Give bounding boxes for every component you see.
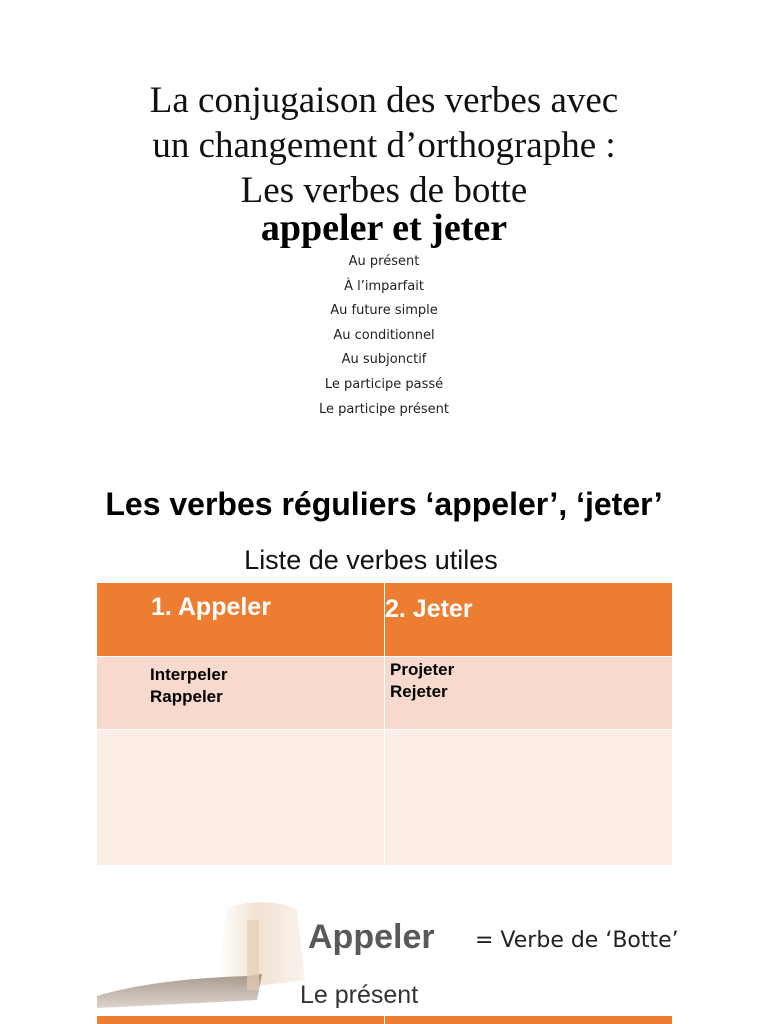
title-line-2: un changement d’orthographe : bbox=[152, 125, 616, 166]
slide-title bbox=[0, 78, 768, 213]
table-cell-empty bbox=[385, 730, 672, 865]
tense-item: Au future simple bbox=[330, 303, 438, 319]
table-header-appeler bbox=[97, 583, 384, 656]
verb-list bbox=[150, 664, 227, 708]
verb-table bbox=[97, 583, 672, 865]
verb-title: Appeler bbox=[308, 918, 435, 956]
table-cell-jeter-verbs bbox=[385, 657, 672, 729]
conjugation-table-header bbox=[97, 1016, 672, 1024]
tense-item: Le participe présent bbox=[319, 401, 449, 417]
tense-item: Au subjonctif bbox=[341, 352, 427, 368]
regular-verbs-heading: Les verbes réguliers ‘appeler’, ‘jeter’ bbox=[105, 486, 663, 522]
list-item: Projeter bbox=[390, 660, 455, 679]
tense-label: Le présent bbox=[300, 981, 419, 1009]
table-header-jeter bbox=[385, 583, 672, 656]
list-item: Interpeler bbox=[150, 665, 228, 684]
table-cell-empty bbox=[97, 730, 384, 865]
table-cell-appeler-verbs bbox=[97, 657, 384, 729]
table-header-label: 2. Jeter bbox=[385, 595, 473, 623]
list-item: Rejeter bbox=[390, 682, 448, 701]
table-header-label: 1. Appeler bbox=[151, 593, 271, 621]
verb-definition: = Verbe de ‘Botte’ bbox=[475, 928, 679, 953]
tense-item: Au conditionnel bbox=[333, 327, 435, 343]
title-bold-subject: appeler et jeter bbox=[260, 207, 508, 249]
verb-list bbox=[390, 659, 454, 703]
tense-item: Le participe passé bbox=[324, 376, 444, 392]
tense-item: À l’imparfait bbox=[344, 278, 424, 294]
useful-verbs-subheading: Liste de verbes utiles bbox=[244, 545, 498, 575]
title-line-1: La conjugaison des verbes avec bbox=[149, 80, 619, 121]
title-line-3: Les verbes de botte bbox=[240, 170, 528, 211]
list-item: Rappeler bbox=[150, 687, 223, 706]
tense-list bbox=[0, 250, 768, 422]
tense-item: Au présent bbox=[348, 254, 420, 269]
column-divider bbox=[384, 1016, 385, 1024]
